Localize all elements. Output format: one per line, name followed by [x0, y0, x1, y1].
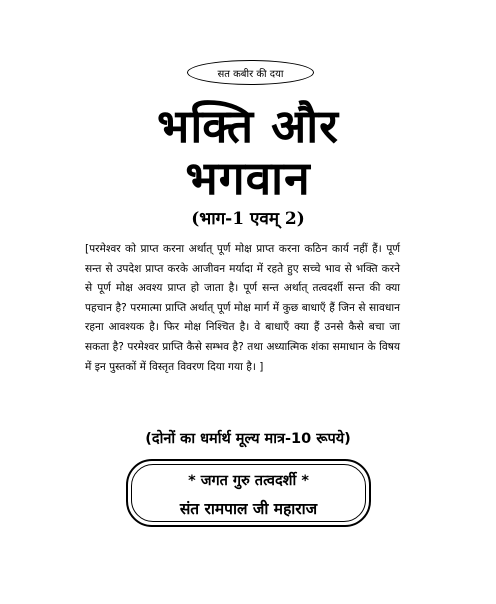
price-line: (दोनों का धर्मार्थ मूल्य मात्र-10 रूपये) — [145, 431, 351, 447]
subtitle: (भाग-1 एवम् 2) — [191, 209, 305, 229]
title-line-1: भक्ति और — [156, 99, 339, 153]
description-paragraph: [परमेश्वर को प्राप्त करना अर्थात् पूर्ण मोक्ष प्राप्त करना कठिन कार्य नहीं हैं। पूर्ण सन्त से उपदेश प्राप्त करके आजीवन मर्यादा में रहते हुए सच्चे भाव से भक्ति करने से पूर्ण मोक्ष अवश्य प्राप्त हो जाता है। पूर्ण सन्त अर्थात् तत्वदर्शी सन्त की क्या पहचान है? परमात्मा प्राप्ति अर्थात् पूर्ण मोक्ष मार्ग में कुछ बाधाएँ हैं जिन से सावधान रहना आवश्यक है। फिर मोक्ष निश्चित है। वे बाधाएँ क्या हैं उनसे कैसे बचा जा सकता है? परमेश्वर प्राप्ति कैसे सम्भव है? तथा अध्यात्मिक शंका समाधान के विषय में इन पुस्तकों में विस्तृत विवरण दिया गया है। ] — [85, 243, 400, 373]
blessing-text: सत कबीर की दया — [217, 68, 284, 80]
author-box — [126, 459, 371, 527]
title-line-2: भगवान — [185, 151, 311, 205]
blessing-badge — [187, 60, 314, 85]
author-name: संत रामपाल जी महाराज — [179, 500, 318, 518]
author-title: * जगत गुरु तत्वदर्शी * — [188, 473, 309, 489]
